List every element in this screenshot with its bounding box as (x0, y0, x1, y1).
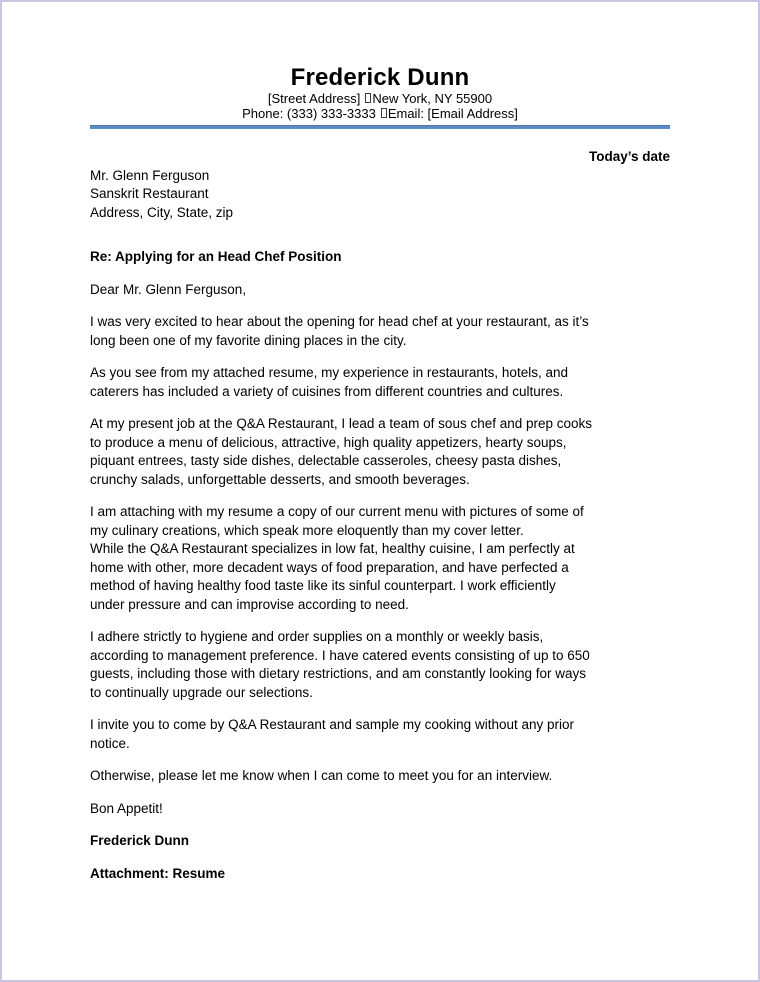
text-line: method of having healthy food taste like its sinful counterpart. I work efficiently (90, 578, 556, 593)
street-address: [Street Address] (267, 91, 361, 106)
signature-name: Frederick Dunn (90, 833, 190, 848)
text-line: Otherwise, please let me know when I can come to meet you for an interview. (90, 768, 553, 783)
text-line: caterers has included a variety of cuisines from different countries and cultures. (90, 383, 564, 399)
body-paragraph (90, 716, 670, 753)
text-line: I was very excited to hear about the opening for head chef at your restaurant, as it’s (90, 314, 589, 329)
text-line: I adhere strictly to hygiene and order supplies on a monthly or weekly basis, (90, 629, 544, 644)
recipient-name: Mr. Glenn Ferguson (90, 167, 210, 183)
body-paragraph (90, 503, 670, 614)
body-paragraph (90, 415, 670, 489)
text-line: crunchy salads, unforgettable desserts, and smooth beverages. (90, 471, 470, 487)
text-line: to produce a menu of delicious, attractive, high quality appetizers, hearty soups, (90, 434, 567, 450)
salutation: Dear Mr. Glenn Ferguson, (90, 281, 247, 297)
date-line: Today’s date (588, 149, 670, 164)
city-state-zip: New York, NY 55900 (372, 91, 493, 106)
text-line: I am attaching with my resume a copy of our current menu with pictures of some of (90, 504, 584, 519)
body-paragraph (90, 767, 670, 786)
text-line: long been one of my favorite dining places in the city. (90, 332, 407, 348)
text-line: to continually upgrade our selections. (90, 684, 313, 700)
recipient-organization: Sanskrit Restaurant (90, 186, 209, 201)
recipient-block (90, 167, 670, 223)
email-address: Email: [Email Address] (387, 105, 518, 121)
text-line: guests, including those with dietary restrictions, and am constantly looking for ways (90, 666, 586, 681)
header-contact-line (90, 107, 670, 122)
text-line: At my present job at the Q&A Restaurant, I lead a team of sous chef and prep cooks (90, 416, 593, 431)
text-line: piquant entrees, tasty side dishes, delectable casseroles, cheesy pasta dishes, (90, 453, 562, 468)
header-divider (90, 125, 670, 129)
phone-number: Phone: (333) 333-3333 (242, 105, 376, 121)
text-line: under pressure and can improvise according to need. (90, 596, 409, 612)
missing-glyph-icon (365, 93, 371, 103)
body-paragraph (90, 364, 670, 401)
body-paragraph (90, 313, 670, 350)
header-address-line (90, 92, 670, 107)
signoff: Bon Appetit! (90, 800, 163, 816)
subject-line: Re: Applying for an Head Chef Position (90, 249, 342, 264)
missing-glyph-icon (381, 108, 387, 118)
attachment-line: Attachment: Resume (90, 865, 226, 881)
body-paragraph (90, 628, 670, 702)
text-line: While the Q&A Restaurant specializes in low fat, healthy cuisine, I am perfectly at (90, 541, 575, 556)
page-title: Frederick Dunn (290, 64, 470, 91)
text-line: my culinary creations, which speak more eloquently than my cover letter. (90, 522, 524, 538)
text-line: I invite you to come by Q&A Restaurant and sample my cooking without any prior (90, 717, 574, 732)
text-line: home with other, more decadent ways of food preparation, and have perfected a (90, 559, 569, 575)
text-line: notice. (90, 735, 130, 751)
text-line: according to management preference. I have catered events consisting of up to 650 (90, 647, 590, 663)
recipient-address: Address, City, State, zip (90, 204, 234, 220)
text-line: As you see from my attached resume, my experience in restaurants, hotels, and (90, 365, 568, 380)
